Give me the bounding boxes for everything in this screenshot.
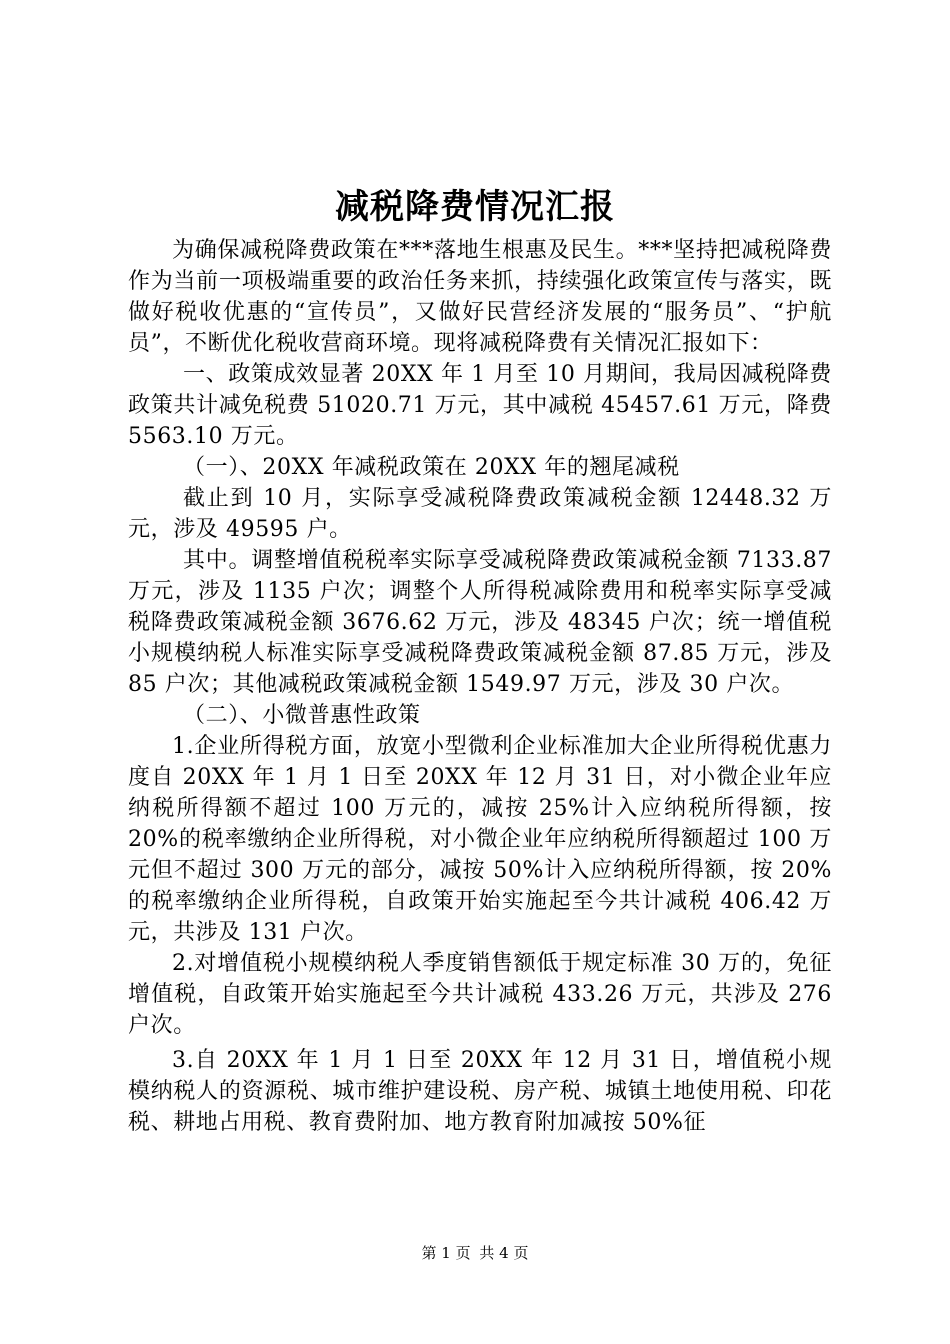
document-body — [128, 235, 832, 1138]
paragraph-item-2: 2.对增值税小规模纳税人季度销售额低于规定标准 30 万的，免征增值税，自政策开始实施起至今共计减税 433.26 万元，共涉及 276 户次。 — [128, 951, 832, 1038]
paragraph-section-1: 一、政策成效显著 20XX 年 1 月至 10 月期间，我局因减税降费政策共计减免税费 51020.71 万元，其中减税 45457.61 万元，降费 5563.10 万元。 — [128, 362, 832, 449]
paragraph-details: 其中。调整增值税税率实际享受减税降费政策减税金额 7133.87 万元，涉及 1135 户次；调整个人所得税减除费用和税率实际享受减税降费政策减税金额 3676.62 万元，涉及 48345 户次；统一增值税小规模纳税人标准实际享受减税降费政策减税金额 87.85 万元，涉及 85 户次；其他减税政策减税金额 1549.97 万元，涉及 30 户次。 — [128, 548, 832, 697]
paragraph-subheading-1: （一）、20XX 年减税政策在 20XX 年的翘尾减税 — [183, 455, 680, 480]
page-total: 共 4 页 — [479, 1244, 529, 1262]
paragraph-tail-reduction: 截止到 10 月，实际享受减税降费政策减税金额 12448.32 万元，涉及 49595 户。 — [128, 486, 832, 542]
page-footer — [0, 1243, 950, 1263]
paragraph-intro: 为确保减税降费政策在***落地生根惠及民生。***坚持把减税降费作为当前一项极端重要的政治任务来抓，持续强化政策宣传与落实，既做好税收优惠的“宣传员”，又做好民营经济发展的“服务员”、“护航员”，不断优化税收营商环境。现将减税降费有关情况汇报如下： — [128, 238, 832, 356]
page-number: 第 1 页 — [421, 1244, 471, 1262]
paragraph-item-1: 1.企业所得税方面，放宽小型微利企业标准加大企业所得税优惠力度自 20XX 年 1 月 1 日至 20XX 年 12 月 31 日，对小微企业年应纳税所得额不超过 100 万元的，减按 25%计入应纳税所得额，按 20%的税率缴纳企业所得税，对小微企业年应纳税所得额超过 100 万元但不超过 300 万元的部分，减按 50%计入应纳税所得额，按 20%的税率缴纳企业所得税，自政策开始实施起至今共计减税 406.42 万元，共涉及 131 户次。 — [128, 734, 832, 945]
paragraph-item-3: 3.自 20XX 年 1 月 1 日至 20XX 年 12 月 31 日，增值税小规模纳税人的资源税、城市维护建设税、房产税、城镇土地使用税、印花税、耕地占用税、教育费附加、地方教育附加减按 50%征 — [128, 1048, 832, 1135]
paragraph-subheading-2: （二）、小微普惠性政策 — [183, 703, 421, 728]
document-title: 减税降费情况汇报 — [335, 187, 615, 227]
